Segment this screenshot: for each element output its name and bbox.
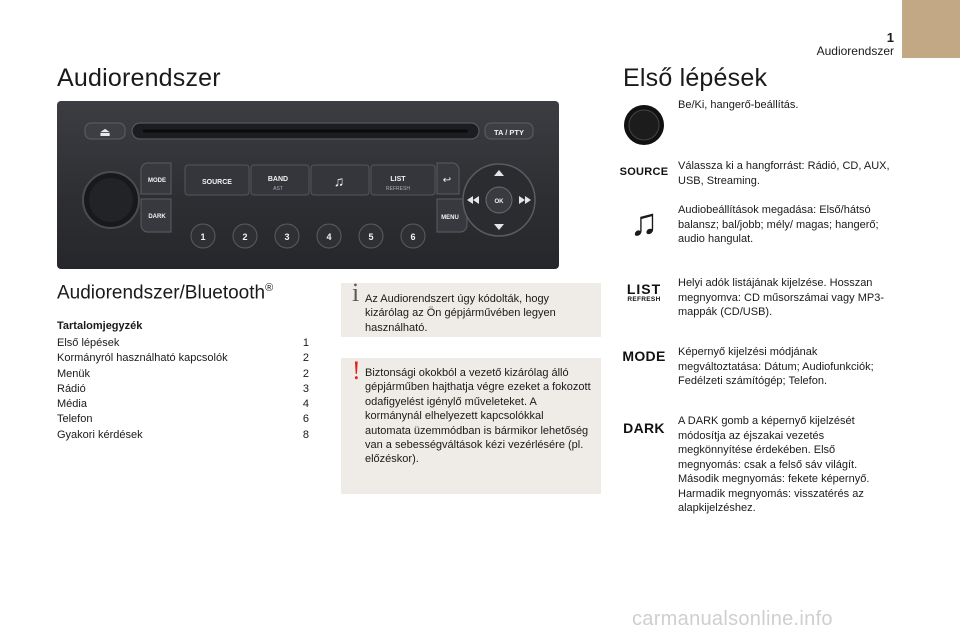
list-label: LIST — [390, 176, 406, 183]
radio-panel-image — [57, 101, 559, 269]
mode-icon-label: MODE — [622, 348, 666, 364]
volume-knob-inner — [89, 178, 133, 222]
preset-buttons — [191, 224, 425, 248]
toc-page: 4 — [302, 398, 309, 411]
item-text: Helyi adók listájának kijelzése. Hosszan megnyomva: CD műsorszámai vagy MP3-mappák (CD/USB). — [678, 277, 885, 318]
item-text: Képernyő kijelzési módjának megváltoztatása: Dátum; Audiofunkciók; Fedélzeti számítógép; Telefon. — [678, 346, 874, 387]
subtitle — [57, 282, 273, 304]
ok-label: OK — [494, 199, 504, 205]
page-title: Audiorendszer — [57, 64, 221, 92]
list-icon-label: LIST — [626, 281, 662, 297]
menu-label: MENU — [441, 215, 459, 221]
item-text: Audiobeállítások megadása: Első/hátsó balansz; bal/jobb; mély/ magas; hangerő; audio hangulat. — [678, 204, 879, 245]
page-number: 1 — [886, 30, 894, 45]
list-refresh-icon — [618, 283, 670, 304]
preset-6-label: 6 — [410, 232, 416, 242]
power-knob-icon — [618, 104, 670, 146]
info-note — [341, 278, 601, 337]
dark-label: DARK — [148, 214, 166, 220]
toc-row[interactable] — [57, 397, 309, 412]
band-label: BAND — [267, 176, 289, 183]
table-of-contents — [57, 336, 309, 443]
toc-row[interactable] — [57, 336, 309, 351]
preset-3-label: 3 — [284, 232, 290, 242]
dark-icon — [618, 420, 670, 436]
toc-page: 2 — [302, 352, 309, 365]
music-note-icon — [618, 202, 670, 244]
toc-label: Rádió — [57, 382, 86, 395]
section-title: Első lépések — [623, 64, 768, 92]
back-icon: ↩ — [442, 175, 452, 186]
ta-pty-label: TA / PTY — [494, 128, 524, 137]
toc-row[interactable] — [57, 367, 309, 382]
preset-4-label: 4 — [326, 232, 332, 242]
toc-row[interactable] — [57, 412, 309, 427]
radio-panel-drawing — [57, 101, 559, 269]
warning-text: Biztonsági okokból a vezető kizárólag álló gépjárműben hajthatja végre ezeket a fokozott odafigyelést igénylő műveleteket. A kormánynál elhelyezett kapcsolókkal automata üzemmódban is bármikor lehetőség van a sebességváltások kézi vezérlésére (pl. előzéskor). — [365, 367, 591, 466]
eject-icon: ⏏ — [99, 125, 111, 139]
music-note-icon: ♫ — [333, 173, 345, 189]
subtitle-text: Audiorendszer/Bluetooth — [57, 282, 266, 304]
toc-label: Gyakori kérdések — [57, 428, 143, 441]
toc-label: Kormányról használható kapcsolók — [57, 352, 228, 365]
toc-page: 8 — [302, 428, 309, 441]
toc-page: 6 — [302, 413, 309, 426]
section-name: Audiorendszer — [816, 44, 894, 58]
toc-row[interactable] — [57, 428, 309, 443]
preset-5-label: 5 — [368, 232, 374, 242]
toc-row[interactable] — [57, 382, 309, 397]
toc-page: 1 — [302, 337, 309, 349]
dark-icon-label: DARK — [623, 420, 665, 436]
toc-label: Telefon — [57, 413, 93, 426]
toc-label: Média — [57, 398, 87, 411]
toc-label: Menük — [57, 367, 91, 380]
item-text: A DARK gomb a képernyő kijelzését módosítja az éjszakai vezetés megkönnyítése érdekében. Első megnyomás: csak a felső sáv világít. Második megnyomás: fekete képernyő. Harmadik megnyomás: visszatérés az alapkijelzéshez. — [678, 415, 870, 514]
preset-1-label: 1 — [200, 232, 206, 242]
music-note-glyph: ♫ — [629, 202, 659, 244]
toc-row[interactable] — [57, 351, 309, 366]
cd-slot-opening — [143, 130, 468, 133]
mode-icon — [618, 348, 670, 364]
watermark: carmanualsonline.info — [632, 608, 833, 630]
item-text: Válassza ki a hangforrást: Rádió, CD, AUX, USB, Streaming. — [678, 160, 890, 187]
info-icon: i — [352, 278, 360, 307]
preset-2-label: 2 — [242, 232, 248, 242]
refresh-label: REFRESH — [386, 186, 410, 192]
item-text: Be/Ki, hangerő-beállítás. — [678, 99, 799, 111]
mode-label: MODE — [148, 178, 166, 184]
toc-label: Első lépések — [57, 337, 120, 349]
registered-mark: ® — [265, 282, 274, 294]
chapter-tab — [902, 0, 960, 58]
source-icon — [618, 166, 670, 178]
warning-icon: ! — [352, 356, 361, 385]
toc-page: 2 — [302, 367, 309, 380]
info-text: Az Audiorendszert úgy kódolták, hogy kizárólag az Ön gépjárművében legyen használható. — [365, 293, 556, 334]
source-label: SOURCE — [202, 179, 232, 186]
refresh-icon-label: REFRESH — [627, 296, 661, 303]
toc-title: Tartalomjegyzék — [57, 320, 143, 332]
warning-note — [341, 358, 601, 494]
ast-label: AST — [273, 186, 283, 192]
source-icon-label: SOURCE — [619, 166, 669, 178]
toc-page: 3 — [302, 382, 309, 395]
